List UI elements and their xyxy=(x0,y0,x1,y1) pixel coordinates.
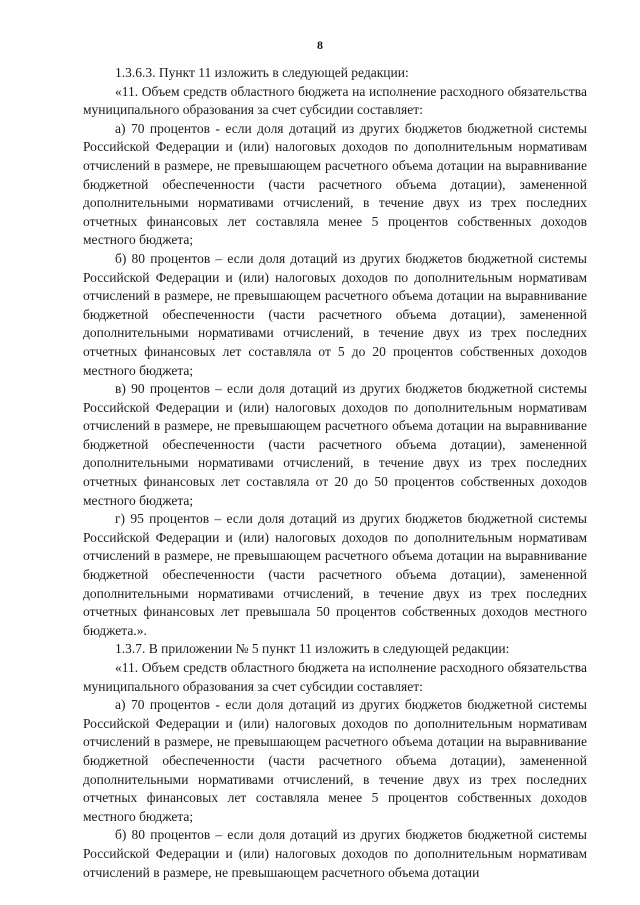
paragraph-option-b-80: б) 80 процентов – если доля дотаций из других бюджетов бюджетной системы Российской Федерации и (или) налоговых доходов по дополнительным нормативам отчислений в размере, не превышающем расчетного объема дотации на выравнивание бюджетной обеспеченности (части расчетного объема дотации), замененной дополнительными нормативами отчислений, в течение двух из трех последних отчетных финансовых лет составляла от 5 до 20 процентов собственных доходов местного бюджета; xyxy=(83,250,587,378)
paragraph-option-a-70-2: а) 70 процентов - если доля дотаций из других бюджетов бюджетной системы Российской Федерации и (или) налоговых доходов по дополнительным нормативам отчислений в размере, не превышающем расчетного объема дотации на выравнивание бюджетной обеспеченности (части расчетного объема дотации), замененной дополнительными нормативами отчислений, в течение двух из трех последних отчетных финансовых лет составляла менее 5 процентов собственных доходов местного бюджета; xyxy=(83,697,587,824)
document-text-body xyxy=(83,64,587,882)
paragraph-option-a-70: а) 70 процентов - если доля дотаций из других бюджетов бюджетной системы Российской Федерации и (или) налоговых доходов по дополнительным нормативам отчислений в размере, не превышающем расчетного объема дотации на выравнивание бюджетной обеспеченности (части расчетного объема дотации), замененной дополнительными нормативами отчислений, в течение двух из трех последних отчетных финансовых лет составляла менее 5 процентов собственных доходов местного бюджета; xyxy=(83,120,587,248)
paragraph-1-3-6-3-heading: 1.3.6.3. Пункт 11 изложить в следующей редакции: xyxy=(115,65,409,80)
page-number: 8 xyxy=(317,38,323,52)
paragraph-subsidy-volume-intro: «11. Объем средств областного бюджета на исполнение расходного обязательства муниципального образования за счет субсидии составляет: xyxy=(83,83,587,118)
paragraph-subsidy-volume-intro-2: «11. Объем средств областного бюджета на исполнение расходного обязательства муниципального образования за счет субсидии составляет: xyxy=(83,660,587,694)
paragraph-option-g-95: г) 95 процентов – если доля дотаций из других бюджетов бюджетной системы Российской Федерации и (или) налоговых доходов по дополнительным нормативам отчислений в размере, не превышающем расчетного объема дотации на выравнивание бюджетной обеспеченности (части расчетного объема дотации), замененной дополнительными нормативами отчислений, в течение двух из трех последних отчетных финансовых лет превышала 50 процентов собственных доходов местного бюджета.». xyxy=(83,511,587,638)
paragraph-1-3-7-heading: 1.3.7. В приложении № 5 пункт 11 изложить в следующей редакции: xyxy=(115,641,510,657)
paragraph-option-b-80-2: б) 80 процентов – если доля дотаций из других бюджетов бюджетной системы Российской Федерации и (или) налоговых доходов по дополнительным нормативам отчислений в размере, не превышающем расчетного объема дотации xyxy=(83,827,587,880)
paragraph-option-v-90: в) 90 процентов – если доля дотаций из других бюджетов бюджетной системы Российской Федерации и (или) налоговых доходов по дополнительным нормативам отчислений в размере, не превышающем расчетного объема дотации на выравнивание бюджетной обеспеченности (части расчетного объема дотации), замененной дополнительными нормативами отчислений, в течение двух из трех последних отчетных финансовых лет составляла от 20 до 50 процентов собственных доходов местного бюджета; xyxy=(83,381,587,508)
